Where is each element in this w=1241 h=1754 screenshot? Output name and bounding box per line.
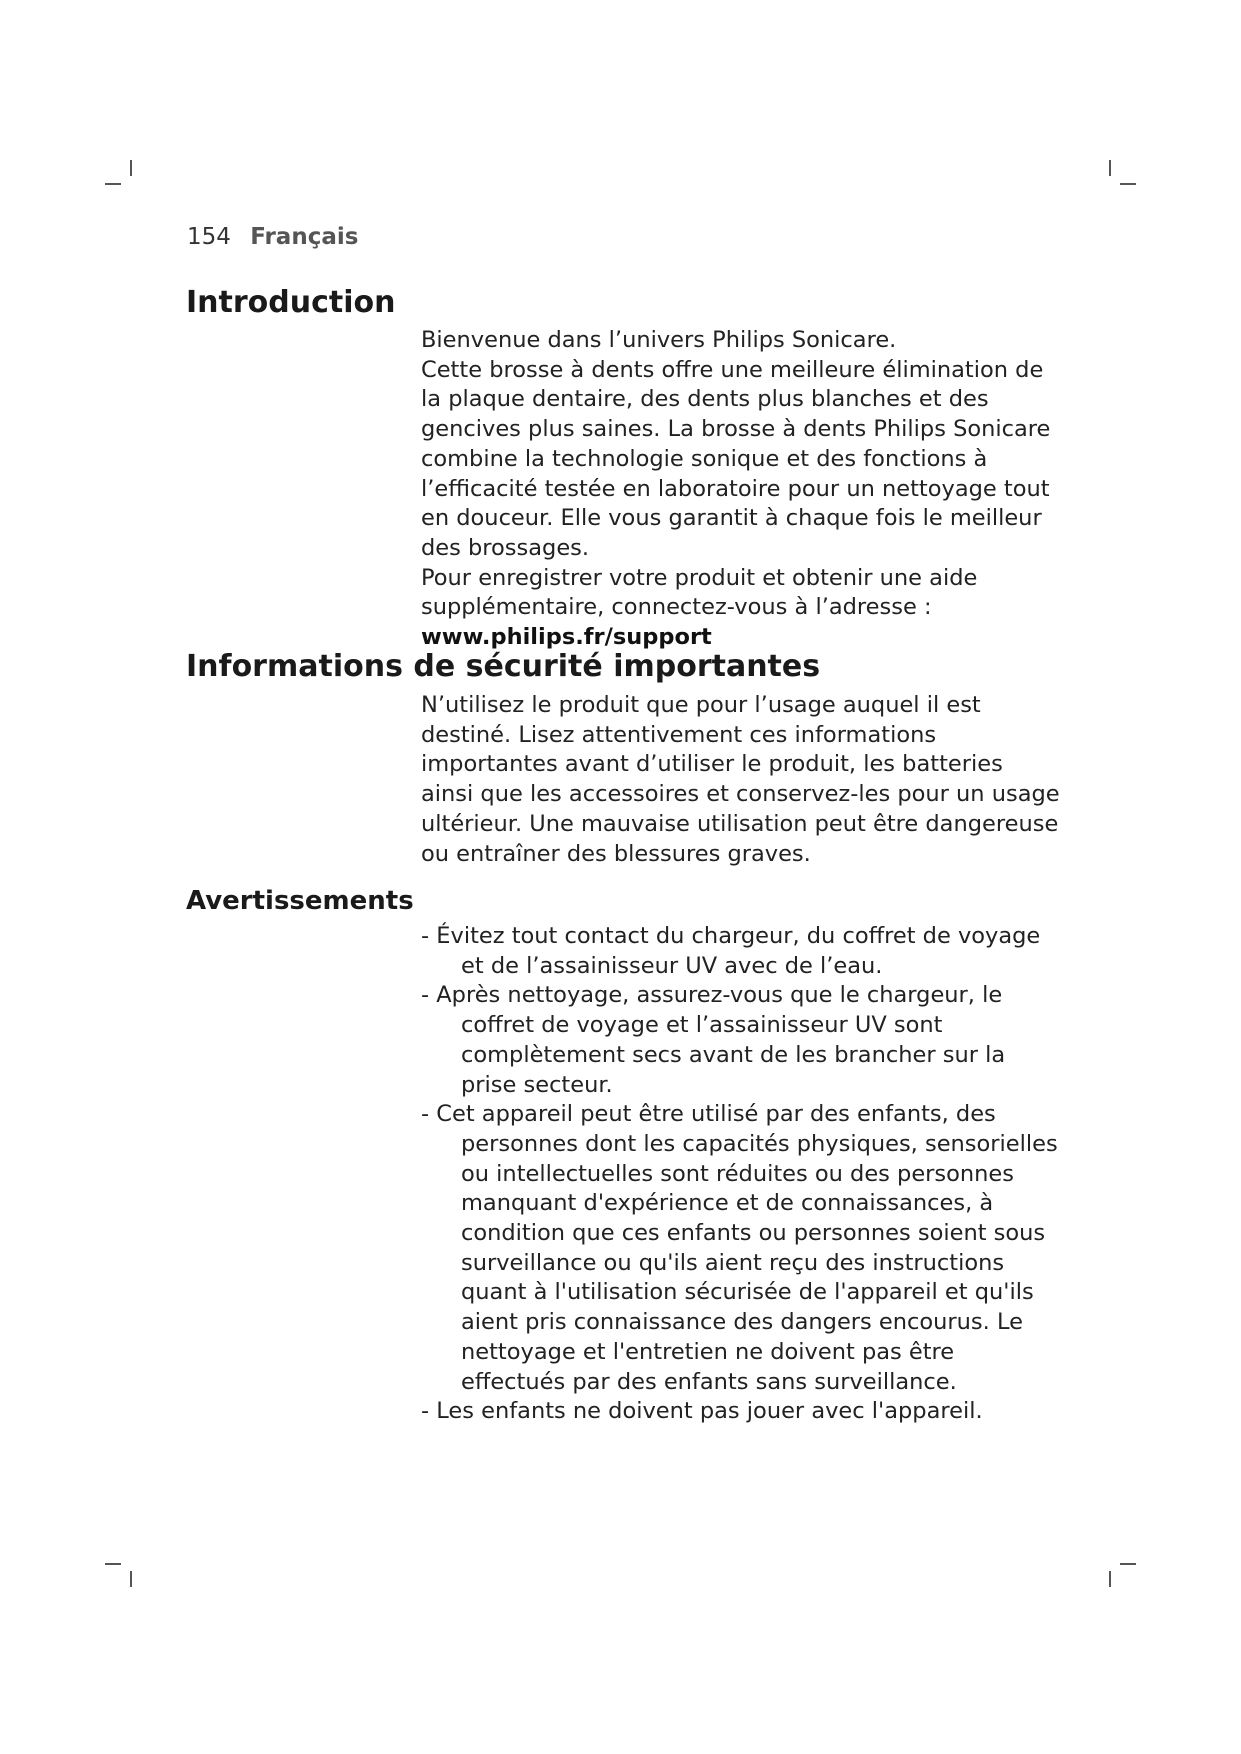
introduction-paragraph-description: Cette brosse à dents offre une meilleure élimination de la plaque dentaire, des dents plus blanches et des gencives plus saines. La brosse à dents Philips Sonicare combine la technologie sonique et des fonctions à l’efficacité testée en laboratoire pour un nettoyage tout en douceur. Elle vous garantit à chaque fois le meilleur des brossages.: [421, 356, 1051, 561]
warning-item: - Cet appareil peut être utilisé par des enfants, des personnes dont les capacités physiques, sensorielles ou intellectuelles sont réduites ou des personnes manquant d'expérience et de connaissances, à condition que ces enfants ou personnes soient sous surveillance ou qu'ils aient reçu des instructions quant à l'utilisation sécurisée de l'appareil et qu'ils aient pris connaissance des dangers encourus. Le nettoyage et l'entretien ne doivent pas être effectués par des enfants sans surveillance.: [421, 1100, 1061, 1397]
safety-paragraph: N’utilisez le produit que pour l’usage auquel il est destiné. Lisez attentivement ces informations importantes avant d’utiliser le produit, les batteries ainsi que les accessoires et conservez-les pour un usage ultérieur. Une mauvaise utilisation peut être dangereuse ou entraîner des blessures graves.: [421, 692, 1060, 867]
page-header: [187, 222, 358, 252]
introduction-body: [421, 326, 1061, 653]
crop-mark-top-left-horizontal: [105, 183, 121, 185]
crop-mark-top-right-horizontal: [1120, 183, 1136, 185]
warnings-list: [421, 922, 1061, 1427]
warnings-body: [421, 922, 1061, 1427]
warning-item: - Les enfants ne doivent pas jouer avec l'appareil.: [421, 1397, 1061, 1427]
crop-mark-bottom-left-vertical: [130, 1571, 132, 1587]
crop-mark-bottom-right-horizontal: [1120, 1563, 1136, 1565]
page-number: 154: [187, 224, 231, 250]
crop-mark-top-right-vertical: [1109, 160, 1111, 176]
support-link[interactable]: www.philips.fr/support: [421, 624, 712, 651]
crop-mark-bottom-right-vertical: [1109, 1571, 1111, 1587]
introduction-paragraph-welcome: Bienvenue dans l’univers Philips Sonicare.: [421, 327, 897, 353]
page-language: Français: [250, 224, 359, 250]
warnings-heading: Avertissements: [186, 886, 414, 916]
crop-mark-bottom-left-horizontal: [105, 1563, 121, 1565]
warning-item: - Évitez tout contact du chargeur, du coffret de voyage et de l’assainisseur UV avec de l’eau.: [421, 922, 1061, 981]
safety-body: [421, 691, 1061, 869]
warning-item: - Après nettoyage, assurez-vous que le chargeur, le coffret de voyage et l’assainisseur UV sont complètement secs avant de les brancher sur la prise secteur.: [421, 981, 1061, 1100]
introduction-heading: Introduction: [186, 285, 396, 320]
safety-heading: Informations de sécurité importantes: [186, 649, 821, 684]
crop-mark-top-left-vertical: [130, 160, 132, 176]
introduction-paragraph-registration: Pour enregistrer votre produit et obtenir une aide supplémentaire, connectez-vous à l’adresse :: [421, 564, 978, 621]
